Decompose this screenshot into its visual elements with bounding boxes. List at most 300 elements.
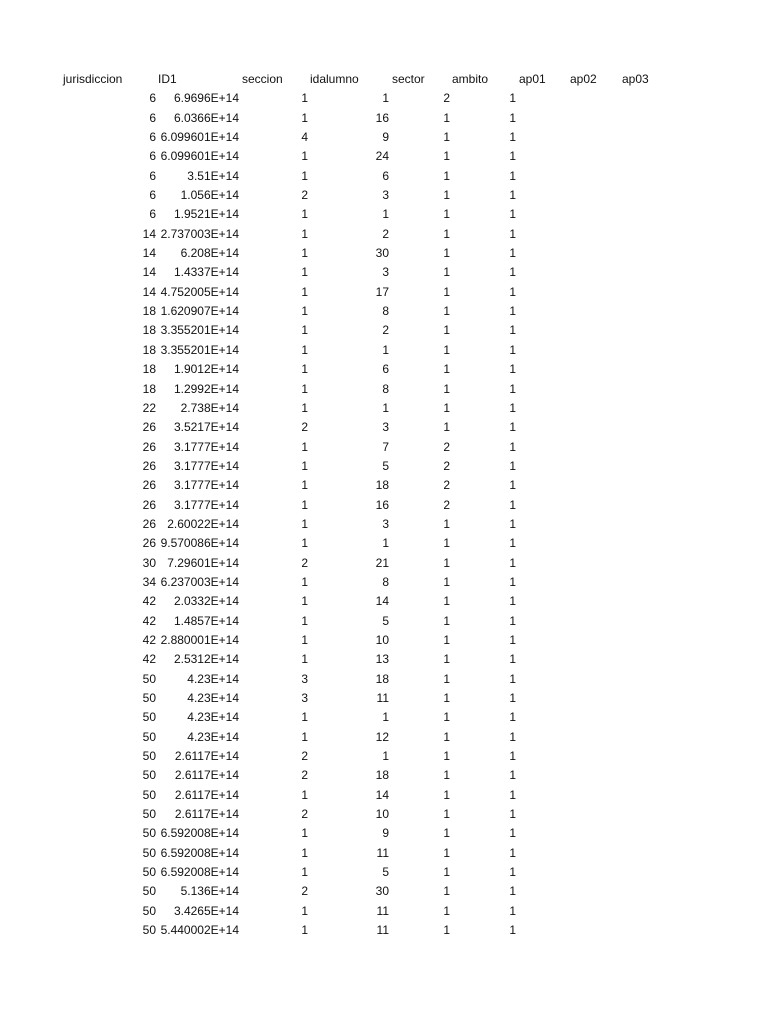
cell-ambito[interactable]: 1	[509, 768, 516, 783]
cell-jurisdiccion[interactable]: 14	[142, 226, 156, 241]
cell-id1[interactable]: 2.737003E+14	[160, 226, 239, 241]
cell-id1[interactable]: 6.099601E+14	[160, 130, 239, 145]
table-row	[0, 167, 768, 186]
cell-id1[interactable]: 6.592008E+14	[160, 826, 239, 841]
cell-idalumno[interactable]: 1	[382, 710, 389, 725]
cell-ambito[interactable]: 1	[509, 168, 516, 183]
cell-ambito[interactable]: 1	[509, 845, 516, 860]
column-header-sector[interactable]: sector	[392, 72, 425, 86]
cell-seccion[interactable]: 1	[301, 458, 308, 473]
cell-sector[interactable]: 1	[443, 536, 450, 551]
cell-idalumno[interactable]: 3	[382, 516, 389, 531]
table-row	[0, 863, 768, 882]
cell-ambito[interactable]: 1	[509, 323, 516, 338]
cell-id1[interactable]: 4.23E+14	[187, 710, 239, 725]
cell-jurisdiccion[interactable]: 42	[142, 652, 156, 667]
cell-jurisdiccion[interactable]: 50	[142, 768, 156, 783]
cell-idalumno[interactable]: 9	[382, 826, 389, 841]
cell-sector[interactable]: 1	[443, 284, 450, 299]
table-row	[0, 418, 768, 437]
cell-seccion[interactable]: 1	[301, 865, 308, 880]
cell-id1[interactable]: 1.4857E+14	[173, 613, 239, 628]
cell-jurisdiccion[interactable]: 42	[142, 632, 156, 647]
cell-idalumno[interactable]: 2	[382, 323, 389, 338]
cell-seccion[interactable]: 1	[301, 845, 308, 860]
table-row	[0, 902, 768, 921]
table-row	[0, 205, 768, 224]
cell-jurisdiccion[interactable]: 6	[149, 149, 156, 164]
cell-seccion[interactable]: 1	[301, 91, 308, 106]
cell-idalumno[interactable]: 11	[376, 903, 389, 918]
cell-jurisdiccion[interactable]: 18	[142, 381, 156, 396]
cell-sector[interactable]: 1	[443, 710, 450, 725]
cell-jurisdiccion[interactable]: 6	[149, 91, 156, 106]
cell-seccion[interactable]: 1	[301, 923, 308, 938]
cell-idalumno[interactable]: 5	[382, 613, 389, 628]
cell-seccion[interactable]: 1	[301, 149, 308, 164]
cell-idalumno[interactable]: 10	[375, 632, 389, 647]
cell-ambito[interactable]: 1	[509, 729, 516, 744]
cell-jurisdiccion[interactable]: 50	[142, 749, 156, 764]
cell-id1[interactable]: 2.738E+14	[180, 400, 239, 415]
cell-sector[interactable]: 2	[443, 478, 450, 493]
cell-ambito[interactable]: 1	[509, 207, 516, 222]
cell-seccion[interactable]: 1	[301, 265, 308, 280]
table-row	[0, 786, 768, 805]
cell-idalumno[interactable]: 1	[382, 749, 389, 764]
cell-seccion[interactable]: 1	[301, 632, 308, 647]
cell-jurisdiccion[interactable]: 50	[142, 691, 156, 705]
cell-idalumno[interactable]: 16	[375, 497, 389, 512]
cell-id1[interactable]: 3.4265E+14	[173, 903, 239, 918]
cell-jurisdiccion[interactable]: 50	[142, 671, 156, 686]
cell-seccion[interactable]: 1	[301, 729, 308, 744]
cell-ambito[interactable]: 1	[509, 188, 516, 203]
cell-seccion[interactable]: 1	[301, 594, 308, 609]
spreadsheet-table	[0, 70, 768, 940]
cell-id1[interactable]: 2.6117E+14	[174, 768, 239, 783]
table-row	[0, 496, 768, 515]
table-row	[0, 380, 768, 399]
cell-seccion[interactable]: 1	[301, 207, 308, 222]
cell-idalumno[interactable]: 3	[382, 188, 389, 203]
cell-id1[interactable]: 3.51E+14	[187, 168, 239, 183]
cell-seccion[interactable]: 1	[301, 536, 308, 551]
cell-jurisdiccion[interactable]: 14	[142, 284, 156, 299]
cell-id1[interactable]: 3.355201E+14	[160, 323, 239, 338]
cell-sector[interactable]: 1	[443, 787, 450, 802]
cell-idalumno[interactable]: 18	[375, 478, 389, 493]
cell-seccion[interactable]: 2	[301, 749, 308, 764]
cell-seccion[interactable]: 3	[301, 691, 308, 705]
table-row	[0, 128, 768, 147]
cell-jurisdiccion[interactable]: 42	[142, 613, 156, 628]
cell-ambito[interactable]: 1	[509, 516, 516, 531]
cell-id1[interactable]: 2.0332E+14	[173, 594, 239, 609]
cell-jurisdiccion[interactable]: 18	[142, 304, 156, 319]
cell-jurisdiccion[interactable]: 50	[142, 845, 156, 860]
cell-seccion[interactable]: 2	[301, 420, 308, 435]
cell-idalumno[interactable]: 17	[375, 284, 389, 299]
cell-seccion[interactable]: 2	[301, 884, 308, 899]
table-row	[0, 244, 768, 263]
cell-jurisdiccion[interactable]: 50	[142, 729, 156, 744]
cell-seccion[interactable]: 1	[301, 362, 308, 377]
cell-id1[interactable]: 4.752005E+14	[160, 284, 239, 299]
cell-jurisdiccion[interactable]: 34	[142, 574, 156, 589]
cell-seccion[interactable]: 1	[301, 652, 308, 667]
table-row	[0, 225, 768, 244]
cell-jurisdiccion[interactable]: 50	[142, 710, 156, 725]
cell-ambito[interactable]: 1	[509, 574, 516, 589]
cell-seccion[interactable]: 1	[301, 342, 308, 357]
cell-id1[interactable]: 4.23E+14	[187, 729, 239, 744]
cell-sector[interactable]: 1	[443, 130, 450, 145]
table-row	[0, 631, 768, 650]
cell-jurisdiccion[interactable]: 6	[149, 130, 156, 145]
cell-sector[interactable]: 1	[443, 903, 450, 918]
cell-jurisdiccion[interactable]: 6	[149, 188, 156, 203]
cell-seccion[interactable]: 1	[301, 613, 308, 628]
cell-idalumno[interactable]: 7	[382, 439, 389, 454]
cell-id1[interactable]: 1.056E+14	[180, 188, 239, 203]
cell-sector[interactable]: 1	[443, 226, 450, 241]
cell-id1[interactable]: 6.208E+14	[180, 246, 239, 261]
cell-sector[interactable]: 1	[443, 807, 450, 822]
cell-seccion[interactable]: 1	[301, 710, 308, 725]
cell-id1[interactable]: 5.440002E+14	[160, 923, 239, 938]
cell-idalumno[interactable]: 8	[382, 381, 389, 396]
cell-idalumno[interactable]: 9	[382, 130, 389, 145]
cell-sector[interactable]: 1	[443, 632, 450, 647]
cell-id1[interactable]: 3.1777E+14	[173, 439, 239, 454]
cell-ambito[interactable]: 1	[509, 691, 516, 705]
cell-sector[interactable]: 1	[443, 168, 450, 183]
cell-ambito[interactable]: 1	[509, 903, 516, 918]
cell-seccion[interactable]: 1	[301, 478, 308, 493]
cell-sector[interactable]: 1	[443, 362, 450, 377]
cell-ambito[interactable]: 1	[509, 362, 516, 377]
cell-idalumno[interactable]: 8	[382, 304, 389, 319]
cell-idalumno[interactable]: 11	[376, 923, 389, 938]
cell-idalumno[interactable]: 18	[375, 768, 389, 783]
cell-seccion[interactable]: 1	[301, 304, 308, 319]
cell-jurisdiccion[interactable]: 50	[142, 826, 156, 841]
table-row	[0, 766, 768, 785]
cell-sector[interactable]: 1	[443, 826, 450, 841]
cell-idalumno[interactable]: 1	[382, 342, 389, 357]
cell-jurisdiccion[interactable]: 6	[149, 168, 156, 183]
table-row	[0, 476, 768, 495]
cell-sector[interactable]: 1	[443, 149, 450, 164]
column-header-ap02[interactable]: ap02	[570, 72, 597, 86]
cell-ambito[interactable]: 1	[509, 226, 516, 241]
cell-id1[interactable]: 2.5312E+14	[173, 652, 239, 667]
cell-seccion[interactable]: 1	[301, 903, 308, 918]
cell-seccion[interactable]: 1	[301, 246, 308, 261]
cell-idalumno[interactable]: 24	[375, 149, 389, 164]
column-header-idalumno[interactable]: idalumno	[310, 72, 359, 86]
cell-idalumno[interactable]: 1	[382, 400, 389, 415]
cell-jurisdiccion[interactable]: 22	[142, 400, 156, 415]
cell-jurisdiccion[interactable]: 26	[142, 536, 156, 551]
cell-sector[interactable]: 1	[443, 323, 450, 338]
cell-sector[interactable]: 1	[443, 516, 450, 531]
cell-id1[interactable]: 6.9696E+14	[173, 91, 239, 106]
table-row	[0, 805, 768, 824]
cell-ambito[interactable]: 1	[509, 807, 516, 822]
cell-ambito[interactable]: 1	[509, 91, 516, 106]
cell-jurisdiccion[interactable]: 26	[142, 478, 156, 493]
cell-sector[interactable]: 1	[443, 265, 450, 280]
cell-id1[interactable]: 6.592008E+14	[160, 845, 239, 860]
cell-ambito[interactable]: 1	[509, 865, 516, 880]
cell-id1[interactable]: 4.23E+14	[187, 691, 239, 705]
cell-ambito[interactable]: 1	[509, 342, 516, 357]
cell-seccion[interactable]: 1	[301, 826, 308, 841]
cell-jurisdiccion[interactable]: 50	[142, 865, 156, 880]
cell-sector[interactable]: 1	[443, 110, 450, 125]
cell-id1[interactable]: 6.237003E+14	[160, 574, 239, 589]
cell-sector[interactable]: 1	[443, 342, 450, 357]
cell-idalumno[interactable]: 3	[382, 265, 389, 280]
cell-sector[interactable]: 1	[443, 188, 450, 203]
cell-sector[interactable]: 1	[443, 574, 450, 589]
cell-sector[interactable]: 1	[443, 884, 450, 899]
cell-ambito[interactable]: 1	[509, 826, 516, 841]
cell-sector[interactable]: 1	[443, 594, 450, 609]
cell-jurisdiccion[interactable]: 6	[149, 207, 156, 222]
cell-ambito[interactable]: 1	[509, 381, 516, 396]
cell-sector[interactable]: 1	[443, 304, 450, 319]
column-header-ap03[interactable]: ap03	[622, 72, 649, 86]
cell-idalumno[interactable]: 5	[382, 458, 389, 473]
cell-idalumno[interactable]: 16	[375, 110, 389, 125]
cell-ambito[interactable]: 1	[509, 478, 516, 493]
cell-idalumno[interactable]: 14	[375, 594, 389, 609]
cell-jurisdiccion[interactable]: 30	[142, 555, 156, 570]
cell-ambito[interactable]: 1	[509, 555, 516, 570]
cell-idalumno[interactable]: 14	[375, 787, 389, 802]
table-row	[0, 844, 768, 863]
cell-id1[interactable]: 1.620907E+14	[160, 304, 239, 319]
cell-ambito[interactable]: 1	[509, 304, 516, 319]
table-row	[0, 399, 768, 418]
cell-jurisdiccion[interactable]: 50	[142, 787, 156, 802]
column-header-id1[interactable]: ID1	[158, 72, 177, 86]
cell-ambito[interactable]: 1	[509, 458, 516, 473]
cell-id1[interactable]: 3.1777E+14	[173, 478, 239, 493]
cell-idalumno[interactable]: 11	[376, 845, 389, 860]
header-row	[0, 70, 768, 89]
cell-idalumno[interactable]: 12	[375, 729, 389, 744]
cell-idalumno[interactable]: 6	[382, 168, 389, 183]
cell-ambito[interactable]: 1	[509, 246, 516, 261]
cell-sector[interactable]: 2	[443, 91, 450, 106]
cell-seccion[interactable]: 1	[301, 323, 308, 338]
cell-sector[interactable]: 1	[443, 246, 450, 261]
table-row	[0, 534, 768, 553]
cell-ambito[interactable]: 1	[509, 265, 516, 280]
cell-jurisdiccion[interactable]: 50	[142, 903, 156, 918]
cell-idalumno[interactable]: 2	[382, 226, 389, 241]
cell-idalumno[interactable]: 30	[375, 884, 389, 899]
cell-ambito[interactable]: 1	[509, 884, 516, 899]
cell-id1[interactable]: 3.355201E+14	[160, 342, 239, 357]
cell-ambito[interactable]: 1	[509, 613, 516, 628]
cell-ambito[interactable]: 1	[509, 923, 516, 938]
cell-idalumno[interactable]: 18	[375, 671, 389, 686]
cell-sector[interactable]: 1	[443, 652, 450, 667]
cell-ambito[interactable]: 1	[509, 149, 516, 164]
cell-seccion[interactable]: 1	[301, 381, 308, 396]
cell-seccion[interactable]: 1	[301, 497, 308, 512]
cell-id1[interactable]: 7.29601E+14	[167, 555, 239, 570]
table-row	[0, 321, 768, 340]
cell-jurisdiccion[interactable]: 18	[142, 362, 156, 377]
cell-sector[interactable]: 1	[443, 207, 450, 222]
cell-jurisdiccion[interactable]: 26	[142, 420, 156, 435]
cell-seccion[interactable]: 1	[301, 168, 308, 183]
cell-id1[interactable]: 1.2992E+14	[173, 381, 239, 396]
cell-jurisdiccion[interactable]: 6	[149, 110, 156, 125]
cell-id1[interactable]: 4.23E+14	[187, 671, 239, 686]
cell-ambito[interactable]: 1	[509, 400, 516, 415]
cell-jurisdiccion[interactable]: 50	[142, 807, 156, 822]
cell-ambito[interactable]: 1	[509, 594, 516, 609]
cell-id1[interactable]: 1.9521E+14	[173, 207, 239, 222]
table-row	[0, 147, 768, 166]
cell-id1[interactable]: 2.880001E+14	[160, 632, 239, 647]
cell-seccion[interactable]: 1	[301, 400, 308, 415]
cell-seccion[interactable]: 2	[301, 807, 308, 822]
cell-sector[interactable]: 1	[443, 400, 450, 415]
cell-id1[interactable]: 1.4337E+14	[173, 265, 239, 280]
cell-jurisdiccion[interactable]: 50	[142, 884, 156, 899]
cell-seccion[interactable]: 1	[301, 787, 308, 802]
cell-seccion[interactable]: 2	[301, 188, 308, 203]
cell-sector[interactable]: 1	[443, 691, 450, 705]
cell-ambito[interactable]: 1	[509, 439, 516, 454]
cell-sector[interactable]: 1	[443, 420, 450, 435]
cell-jurisdiccion[interactable]: 18	[142, 342, 156, 357]
cell-jurisdiccion[interactable]: 26	[142, 439, 156, 454]
cell-sector[interactable]: 1	[443, 613, 450, 628]
cell-sector[interactable]: 1	[443, 923, 450, 938]
cell-ambito[interactable]: 1	[509, 497, 516, 512]
cell-sector[interactable]: 2	[443, 439, 450, 454]
cell-id1[interactable]: 3.1777E+14	[173, 458, 239, 473]
cell-seccion[interactable]: 2	[301, 768, 308, 783]
cell-id1[interactable]: 1.9012E+14	[173, 362, 239, 377]
table-row	[0, 515, 768, 534]
cell-idalumno[interactable]: 8	[382, 574, 389, 589]
cell-sector[interactable]: 1	[443, 381, 450, 396]
cell-id1[interactable]: 9.570086E+14	[160, 536, 239, 551]
cell-sector[interactable]: 1	[443, 865, 450, 880]
cell-jurisdiccion[interactable]: 14	[142, 265, 156, 280]
cell-sector[interactable]: 1	[443, 729, 450, 744]
column-header-ambito[interactable]: ambito	[452, 72, 489, 86]
cell-id1[interactable]: 3.5217E+14	[173, 420, 239, 435]
cell-idalumno[interactable]: 11	[376, 691, 389, 705]
cell-jurisdiccion[interactable]: 50	[142, 923, 156, 938]
cell-sector[interactable]: 2	[443, 497, 450, 512]
cell-id1[interactable]: 2.60022E+14	[167, 516, 239, 531]
cell-ambito[interactable]: 1	[509, 536, 516, 551]
cell-sector[interactable]: 1	[443, 845, 450, 860]
cell-id1[interactable]: 2.6117E+14	[174, 749, 239, 764]
cell-seccion[interactable]: 1	[301, 516, 308, 531]
cell-id1[interactable]: 2.6117E+14	[174, 787, 239, 802]
cell-ambito[interactable]: 1	[509, 671, 516, 686]
table-row	[0, 341, 768, 360]
table-body	[0, 89, 768, 940]
cell-idalumno[interactable]: 10	[375, 807, 389, 822]
cell-seccion[interactable]: 1	[301, 226, 308, 241]
cell-ambito[interactable]: 1	[509, 710, 516, 725]
cell-id1[interactable]: 6.0366E+14	[173, 110, 239, 125]
cell-idalumno[interactable]: 6	[382, 362, 389, 377]
cell-jurisdiccion[interactable]: 26	[142, 516, 156, 531]
cell-sector[interactable]: 1	[443, 671, 450, 686]
cell-jurisdiccion[interactable]: 26	[142, 458, 156, 473]
cell-sector[interactable]: 2	[443, 458, 450, 473]
column-header-jurisdiccion[interactable]: jurisdiccion	[63, 72, 123, 86]
cell-idalumno[interactable]: 1	[382, 536, 389, 551]
cell-idalumno[interactable]: 1	[382, 91, 389, 106]
cell-seccion[interactable]: 1	[301, 284, 308, 299]
column-header-seccion[interactable]: seccion	[242, 72, 283, 86]
table-row	[0, 670, 768, 689]
cell-idalumno[interactable]: 21	[375, 555, 389, 570]
cell-ambito[interactable]: 1	[509, 420, 516, 435]
cell-idalumno[interactable]: 13	[375, 652, 389, 667]
cell-id1[interactable]: 3.1777E+14	[173, 497, 239, 512]
cell-seccion[interactable]: 1	[301, 439, 308, 454]
cell-sector[interactable]: 1	[443, 555, 450, 570]
cell-ambito[interactable]: 1	[509, 652, 516, 667]
cell-ambito[interactable]: 1	[509, 632, 516, 647]
cell-ambito[interactable]: 1	[509, 787, 516, 802]
cell-jurisdiccion[interactable]: 18	[142, 323, 156, 338]
cell-ambito[interactable]: 1	[509, 749, 516, 764]
cell-id1[interactable]: 2.6117E+14	[174, 807, 239, 822]
cell-sector[interactable]: 1	[443, 749, 450, 764]
cell-idalumno[interactable]: 30	[375, 246, 389, 261]
cell-seccion[interactable]: 1	[301, 574, 308, 589]
cell-seccion[interactable]: 4	[301, 130, 308, 145]
cell-idalumno[interactable]: 3	[382, 420, 389, 435]
cell-idalumno[interactable]: 5	[382, 865, 389, 880]
cell-seccion[interactable]: 1	[301, 110, 308, 125]
cell-seccion[interactable]: 3	[301, 671, 308, 686]
table-row	[0, 612, 768, 631]
cell-sector[interactable]: 1	[443, 768, 450, 783]
cell-jurisdiccion[interactable]: 42	[142, 594, 156, 609]
cell-ambito[interactable]: 1	[509, 110, 516, 125]
cell-idalumno[interactable]: 1	[382, 207, 389, 222]
cell-id1[interactable]: 6.099601E+14	[160, 149, 239, 164]
cell-jurisdiccion[interactable]: 26	[142, 497, 156, 512]
cell-id1[interactable]: 6.592008E+14	[160, 865, 239, 880]
cell-seccion[interactable]: 2	[301, 555, 308, 570]
cell-jurisdiccion[interactable]: 14	[142, 246, 156, 261]
column-header-ap01[interactable]: ap01	[519, 72, 546, 86]
cell-ambito[interactable]: 1	[509, 284, 516, 299]
cell-ambito[interactable]: 1	[509, 130, 516, 145]
cell-id1[interactable]: 5.136E+14	[180, 884, 239, 899]
